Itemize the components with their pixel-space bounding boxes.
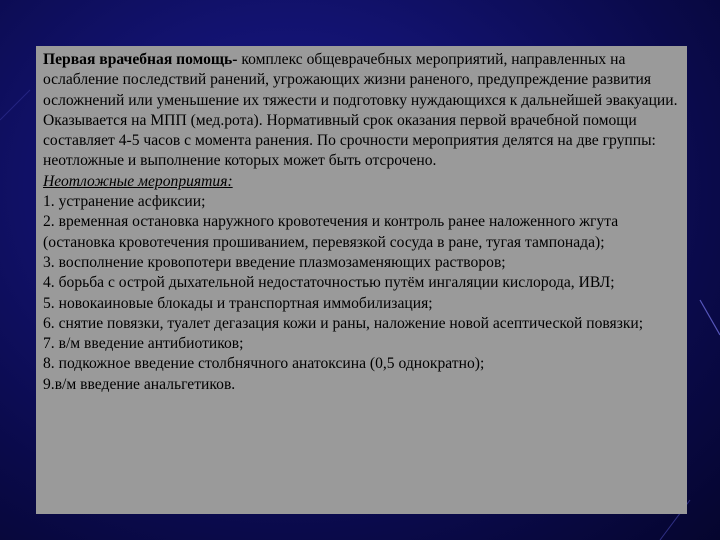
list-item: 2. временная остановка наружного кровотечения и контроль ранее наложенного жгута (остановка кровотечения прошиванием, перевязкой сосуда в ране, тугая тампонада); [43, 213, 619, 251]
measures-list [43, 192, 681, 395]
list-item: 6. снятие повязки, туалет дегазация кожи и раны, наложение новой асептической повязки; [43, 314, 644, 332]
intro-text: комплекс общеврачебных мероприятий, направленных на ослабление последствий ранений, угрожающих жизни раненого, предупреждение развития осложнений или уменьшение их тяжести и подготовку нуждающихся к дальнейшей эвакуации. Оказывается на МПП (мед.рота). Нормативный срок оказания первой врачебной помощи составляет 4-5 часов с момента ранения. По срочности мероприятия делятся на две группы: неотложные и выполнение которых может быть отсрочено. [43, 51, 678, 170]
decor-line [0, 90, 30, 120]
decor-line [700, 300, 720, 335]
list-item: 9.в/м введение анальгетиков. [43, 375, 236, 393]
list-item: 3. восполнение кровопотери введение плазмозаменяющих растворов; [43, 253, 506, 271]
list-item: 8. подкожное введение столбнячного анатоксина (0,5 однократно); [43, 355, 485, 373]
list-item: 4. борьба с острой дыхательной недостаточностью путём ингаляции кислорода, ИВЛ; [43, 274, 615, 292]
content-panel [36, 46, 687, 514]
list-item: 5. новокаиновые блокады и транспортная иммобилизация; [43, 294, 433, 312]
section-heading: Неотложные мероприятия: [43, 172, 233, 190]
list-item: 7. в/м введение антибиотиков; [43, 335, 244, 353]
intro-term: Первая врачебная помощь- [43, 51, 238, 68]
intro-paragraph [43, 50, 681, 172]
list-item: 1. устранение асфиксии; [43, 193, 206, 211]
